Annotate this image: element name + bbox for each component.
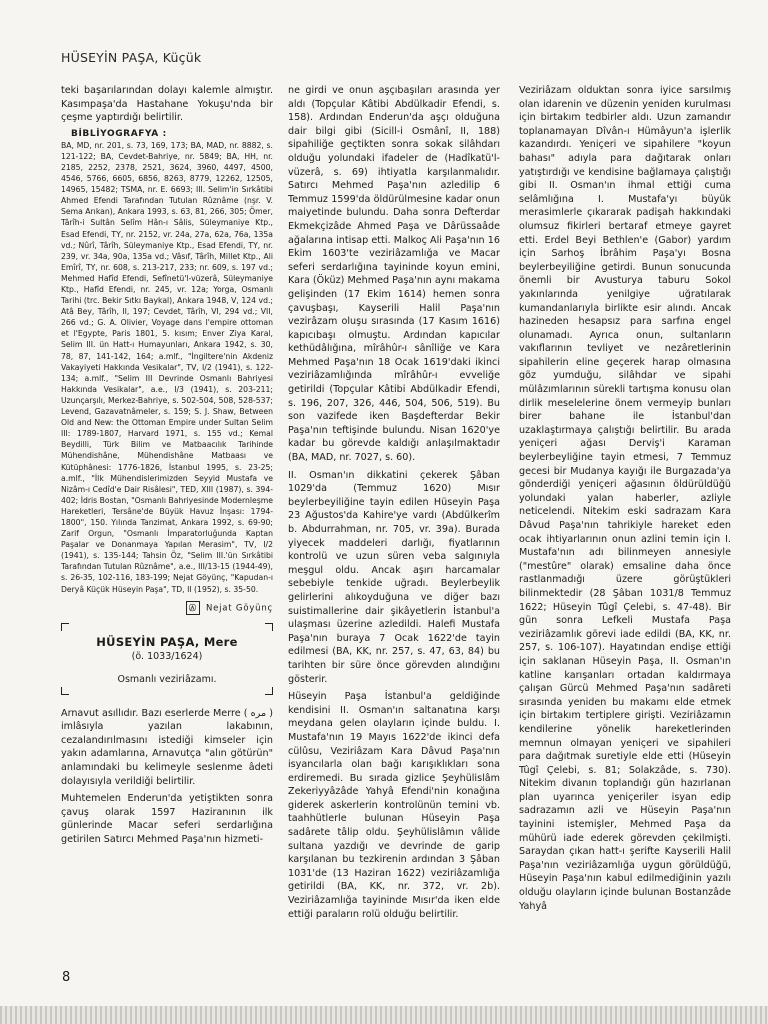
body-paragraph: Hüseyin Paşa İstanbul'a geldiğinde kendisini II. Osman'ın saltanatına karşı meydana gelen olayların içinde buldu. I. Mustafa'nın 19 Mayıs 1622'de ikinci defa cülûsu, Veziriâzam Kara Dâvud Paşa'nın isyancılarla olan bağı karışıklıkları sona erdiremedi. Bu sırada gizlice Şeyhülislâm Zekeriyyâzâde Yahyâ Efendi'nin konağına giderek askerlerin kontrolünün temini vb. taahhütlerle bulunan Hüseyin Paşa sadârete tâlip oldu. Şeyhülislâmın vâlide sultana yazdığı ve devrinde de garip karşılanan bu tezkirenin ardından 3 Şâban 1031'de (13 Haziran 1622) veziriâzamlığa getirildi (BA, KK, nr. 372, vr. 2b). Veziriâzamlığa tayininde Mısır'da iken elde ettiği paraların rolü olduğu belirtilir.	[288, 691, 500, 920]
bibliography-text: BA, MD, nr. 201, s. 73, 169, 173; BA, MAD, nr. 8882, s. 121-122; BA, Cevdet-Bahriye, nr. 5849; BA, HH, nr. 2185, 2252, 2378, 2521, 3624, 3960, 4497, 4500, 4546, 5766, 6605, 6856, 8263, 8779, 12262, 12505, 14965, 15482; TSMA, nr. E. 6693; III. Selim'in Sırkâtibi Ahmed Efendi Tarafından Tutulan Rûznâme (nşr. V. Sema Arıkan), Ankara 1993, s. 63, 81, 266, 305; Ömer, Târîh-i Sultân Selîm Hân-ı Sâlis, Süleymaniye Ktp., Esad Efendi, TY, nr. 2152, vr. 24a, 27a, 62a, 76a, 135a vd.; Nûrî, Târîh, Süleymaniye Ktp., Esad Efendi, TY, nr. 239, vr. 34a, 90a, 135a vd.; Vâsıf, Târîh, Millet Ktp., Ali Emîrî, TY, nr. 608, s. 213-217, 233; nr. 609, s. 197 vd.; Mehmed Hafîd Efendi, Sefînetü'l-vüzerâ, Süleymaniye Ktp., Hafîd Efendi, nr. 245, vr. 12a; Yorga, Osmanlı Tarihi (trc. Bekir Sıtkı Baykal), Ankara 1948, V, 124 vd.; Atâ Bey, Târîh, II, 197; Cevdet, Târîh, VI, 294 vd.; VII, 266 vd.; G. A. Olivier, Voyage dans l'empire ottoman et l'Egypte, Paris 1801, 5. kısım; Enver Ziya Karal, Selim III. ün Hatt-ı Humayunları, Ankara 1942, s. 30, 78, 87, 141-142, 164; a.mlf., "İngiltere'nin Akdeniz Vakayiyeti Hakkında Vesikalar", TV, I/2 (1941), s. 122-134; a.mlf., "Selim III Devrinde Osmanlı Bahriyesi Hakkında Vesikalar", a.e., I/3 (1941), s. 203-211; Uzunçarşılı, Merkez-Bahriye, s. 502-504, 508, 528-537; Levend, Gazavatnâmeler, s. 159; S. J. Shaw, Between Old and New: the Ottoman Empire under Sultan Selim III: 1789-1807, Harvard 1971, s. 155 vd.; Kemal Beydilli, Türk Bilim ve Matbaacılık Tarihinde Mühendishâne, Mühendishâne Matbaası ve Kütüphânesi: 1776-1826, İstanbul 1995, s. 23-25; a.mlf., "İlk Mühendislerimizden Seyyid Mustafa ve Nizâm-ı Cedîd'e Dair Risâlesi", TED, XIII (1987), s. 394-402; İdris Bostan, "Osmanlı Bahriyesinde Modernleşme Hareketleri, Tersâne'de Büyük Havuz İnşası: 1794-1800", 150. Yılında Tanzimat, Ankara 1992, s. 69-90; Zarif Orgun, "Osmanlı İmparatorluğunda Kaptan Paşalar ve Donanmaya Yapılan Merasim", TV, I/2 (1941), s. 135-144; Tahsin Öz, "Selim III.'ün Sırkâtibi Tarafından Tutulan Rûznâme", a.e., III/13-15 (1944-49), s. 26-35, 102-116, 183-199; Nejat Göyünç, "Kapudan-ı Deryâ Küçük Hüseyin Paşa", TD, II (1952), s. 35-50.	[61, 140, 273, 594]
entry-description: Osmanlı veziriâzamı.	[117, 673, 217, 685]
bibliography-heading: BİBLİYOGRAFYA :	[71, 128, 167, 139]
corner-mark	[265, 687, 273, 695]
corner-mark	[61, 623, 69, 631]
corner-mark	[61, 687, 69, 695]
column-2	[288, 84, 500, 925]
entry-date: (ö. 1033/1624)	[131, 650, 203, 662]
column-3	[519, 84, 731, 917]
entry-title: HÜSEYİN PAŞA, Mere	[96, 634, 238, 649]
body-paragraph: Muhtemelen Enderun'da yetiştikten sonra çavuş olarak 1597 Haziranının ilk günlerinde Macar seferi serdarlığına getirilen Satırcı Mehmed Paşa'nın hizmeti-	[61, 793, 273, 845]
corner-mark	[265, 623, 273, 631]
signature-text: Nejat Göyünç	[205, 603, 273, 614]
page-number: 8	[62, 970, 71, 985]
body-paragraph: ne girdi ve onun aşçıbaşıları arasında yer aldı (Topçular Kâtibi Abdülkadir Efendi, s. 158). Ardından Enderun'da aşçı olduğuna dair bilgi gibi (Sicill-i Osmânî, II, 188) sipahiliğe geçtikten sonra sokak silâhdarı olduğu yolundaki ifadeler de (Hadîkatü'l-vüzerâ, s. 69) ihtiyatla karşılanmalıdır. Satırcı Mehmed Paşa'nın azledilip 6 Temmuz 1599'da öldürülmesine kadar onun maiyetinde bulundu. Daha sonra Defterdar Ekmekçizâde Ahmed Paşa ve Dârüssaâde ağalarına intisap etti. Malkoç Ali Paşa'nın 16 Ekim 1603'te veziriâzamlığa ve Macar seferi serdarlığına tayininde koyun emini, Kara (Öküz) Mehmed Paşa'nın aynı makama gelişinden (17 Ekim 1614) hemen sonra çavuşbaşı, Kayserili Halil Paşa'nın vezirâzam oluşu sırasında (17 Kasım 1616) kapıcıbaşı olmuştu. Ardından kapıcılar kethüdâlığına, mîrâhûr-ı sânîliğe ve Kara Mehmed Paşa'nın 18 Ocak 1619'daki ikinci veziriâzamlığında mîrâhûr-ı evveliğe getirildi (Topçular Kâtibi Abdülkadir Efendi, s. 196, 207, 326, 446, 504, 506, 519). Bu son vazifede iken Başdefterdar Bekir Paşa'nın teftişinde bulundu. Nisan 1620'ye kadar bu görevde kaldığı anlaşılmaktadır (BA, MAD, nr. 7027, s. 60).	[288, 85, 500, 464]
intro-paragraph: teki başarılarından dolayı kalemle almıştır. Kasımpaşa'da Hastahane Yokuşu'nda bir çeşme yaptırdığı belirtilir.	[61, 85, 273, 124]
running-head: HÜSEYİN PAŞA, Küçük	[61, 50, 202, 65]
publisher-mark-icon: Ⓐ	[186, 601, 200, 615]
author-signature	[61, 601, 273, 615]
body-paragraph: Arnavut asıllıdır. Bazı eserlerde Merre ( مره ) imlâsıyla yazılan lakabının, cezalandırılmasını istediği kimseler için yakın adamlarına, Arnavutça "alın götürün" anlamındaki bu kelimeyle seslenme âdeti dolayısıyla verildiği belirtilir.	[61, 707, 273, 787]
scan-edge-band	[0, 1006, 768, 1024]
body-paragraph: Veziriâzam olduktan sonra iyice sarsılmış olan idarenin ve düzenin yeniden kurulması için birtakım tedbirler aldı. Uzun zamandır toplanamayan Dîvân-ı Hümâyun'a işlerlik kazandırdı. Yeniçeri ve sipahilere "koyun bahası" adıyla para dağıtarak onları yatıştırdığı ve kendisine bağlamaya çalıştığı gibi II. Osman'ın ihmal ettiği cuma selâmlığına I. Mustafa'yı büyük merasimlerle çıkararak padişah hakkındaki olumsuz fikirleri bertaraf etmeye gayret etti. Erdel Beyi Bethlen'e (Gabor) yardım için Sarhoş İbrâhim Paşa'yı Bosna beylerbeyiliğine getirdi. Bunun sonucunda önemli bir Avusturya taburu Sokol yakınlarında yenilgiye uğratılarak kumandanlarıyla birlikte esir alındı. Ancak hazineden hesapsız para sarfına engel olunamadı. Ayrıca onun, sultanların vakıflarının tevliyet ve nezâretlerinin sipahilerin eline geçerek harap olmasına göz yumduğu, silâhdar ve sipahi mülâzımlarının sürekli tartışma konusu olan dirlik meselelerine önem vermeyip bunları birer bahane ile İstanbul'dan uzaklaştırmaya çalıştığı belirtilir. Bu arada yeniçeri ağası Derviş'i Karaman beylerbeyliğine tayin etmesi, 7 Temmuz gecesi bir Mudanya kayığı ile Burgazada'ya gönderdiği yeniçeri ağasının öldürüldüğü yolundaki yalan haberler, azliyle neticelendi. Nitekim eski sadrazam Kara Dâvud Paşa'nın tahrikiyle hareket eden ocak ihtiyarlarının onun azlini temin için I. Mustafa'nın adı bilinmeyen annesiyle ("mestûre" olarak) emsaline daha önce rastlanmadığı üzere görüştükleri bilinmektedir (28 Şâban 1031/8 Temmuz 1622; Hüseyin Tûgî Çelebi, s. 47-48). Bir gün sonra Lefkeli Mustafa Paşa veziriâzamlık görevi iade edildi (BA, KK, nr. 257, s. 106-107). Hayatından endişe ettiği için saklanan Hüseyin Paşa, II. Osman'ın katline karışanları ortadan kaldırmaya çalışan Gürcü Mehmed Paşa'nın sadâreti sırasında yeniden bu makamı elde etmek için birtakım tertiplere girişti. Veziriâzamın kendilerine yönelik hareketlerinden memnun olmayan yeniçeri ve sipahileri para dağıtmak suretiyle elde etti (Hüseyin Tûgî Çelebi, s. 81; Solakzâde, s. 730). Nitekim divanın toplandığı gün hazırlanan plan uyarınca yeniçeriler isyan edip sadrazamın azli ve Hüseyin Paşa'nın tayinini istemişler, Mehmed Paşa da mühürü iade ederek görevden çekilmişti. Saraydan çıkan hatt-ı şerifte Kayserili Halil Paşa'nın veziriâzamlığa uygun görüldüğü, Hüseyin Paşa'nın kabul edilmediğinin yazılı olduğu olayların içinde bulunan Bostanzâde Yahyâ	[519, 85, 731, 912]
column-1	[61, 84, 273, 851]
body-paragraph: II. Osman'ın dikkatini çekerek Şâban 1029'da (Temmuz 1620) Mısır beylerbeyiliğine tayin edilen Hüseyin Paşa 23 Ağustos'da Kahire'ye vardı (Abdülkerîm b. Abdurrahman, nr. 705, vr. 39a). Burada yiyecek maddeleri darlığı, fiyatlarının kontrolü ve uzun süren veba salgınıyla meşgul oldu. Ancak aşırı harcamalar sebebiyle tenkide uğradı. Beylerbeylik gelirlerini alıkoyduğuna ve diğer bazı suistimallerine dair şikâyetlerin İstanbul'a ulaşması üzerine azledildi. Halefi Mustafa Paşa'nın buraya 7 Ocak 1622'de tayin edilmesi (BA, KK, nr. 257, s. 47, 63, 84) bu tarihten bir süre önce görevden alındığını gösterir.	[288, 469, 500, 685]
entry-header	[61, 623, 273, 695]
